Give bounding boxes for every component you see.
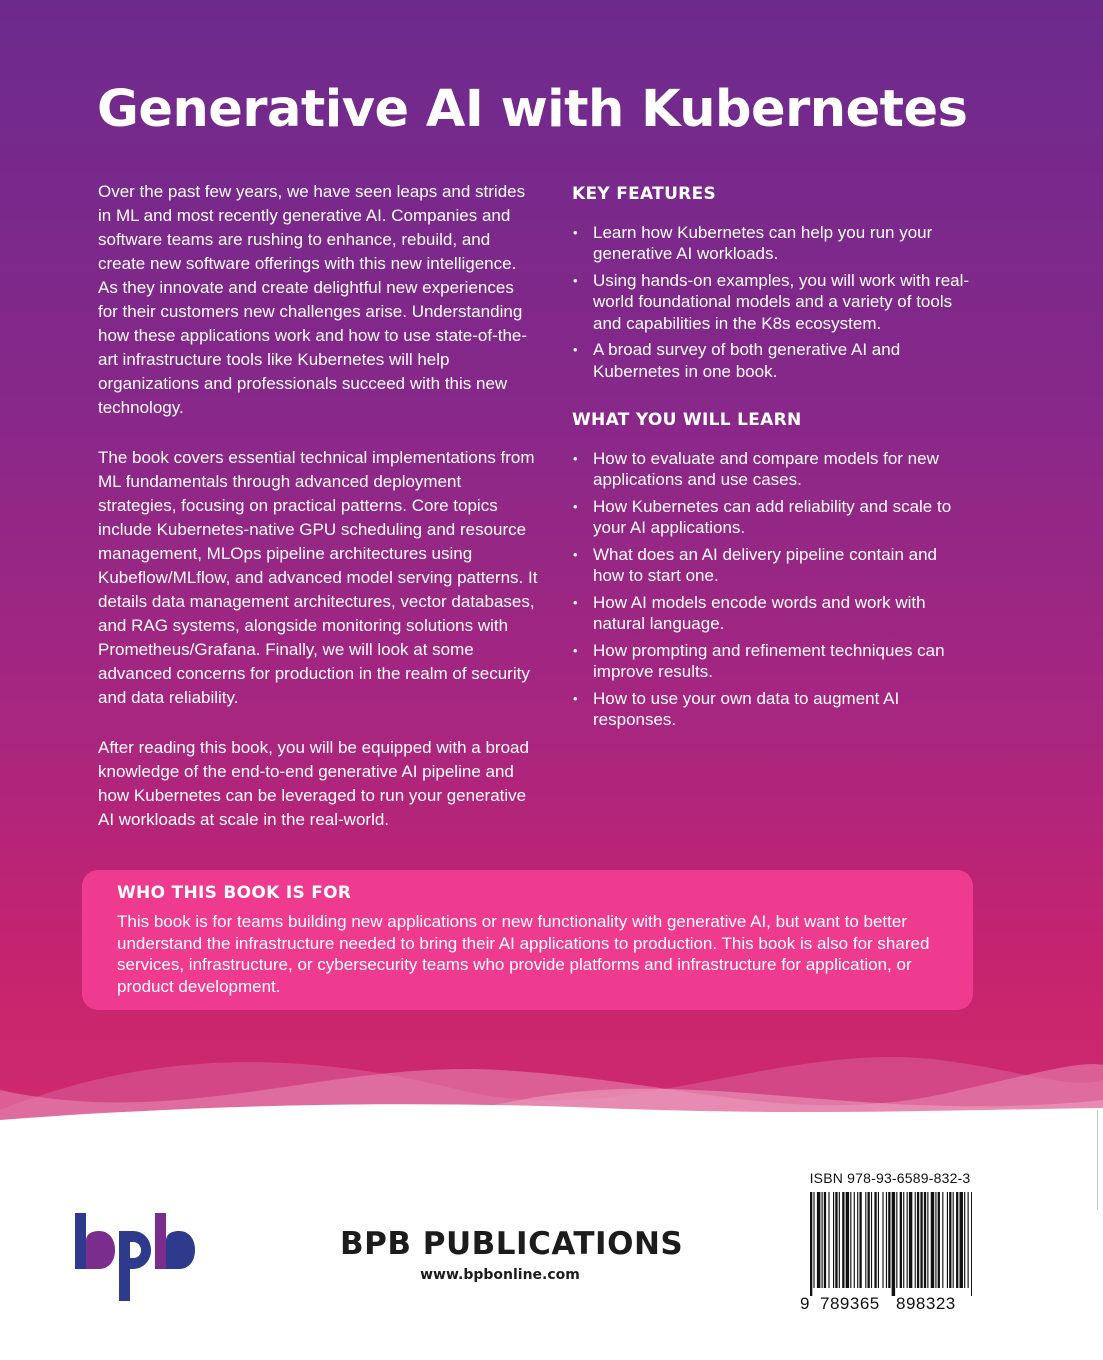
- features-column: [572, 184, 972, 759]
- barcode-bar: [960, 1192, 963, 1288]
- barcode-bar: [971, 1192, 972, 1296]
- isbn-digit-first: 9: [800, 1294, 810, 1313]
- isbn-label: ISBN 978-93-6589-832-3: [809, 1170, 971, 1186]
- publisher-website: www.bpbonline.com: [420, 1267, 580, 1283]
- bpb-logo: [75, 1213, 197, 1305]
- barcode-bar: [888, 1192, 890, 1288]
- barcode-bar: [942, 1192, 943, 1288]
- isbn-digits-right: 898323: [896, 1294, 956, 1313]
- barcode-bar: [920, 1192, 922, 1288]
- barcode-bar: [824, 1192, 826, 1288]
- barcode-bar: [927, 1192, 928, 1288]
- learn-item: • How to evaluate and compare models for new applications and use cases.: [572, 448, 972, 491]
- isbn-block: [800, 1170, 980, 1318]
- learn-item: • How Kubernetes can add reliability and scale to your AI applications.: [572, 496, 972, 539]
- learn-list: [572, 448, 972, 731]
- decorative-waves: [0, 1030, 1103, 1150]
- barcode-bar: [949, 1192, 951, 1288]
- barcode-bar: [907, 1192, 908, 1288]
- barcode-bar: [874, 1192, 876, 1288]
- barcode-bar: [953, 1192, 954, 1288]
- barcode-bar: [839, 1192, 840, 1288]
- book-title: Generative AI with Kubernetes: [97, 80, 968, 139]
- barcode-bar: [835, 1192, 837, 1288]
- barcode-bar: [828, 1192, 829, 1288]
- barcode-bar: [882, 1192, 883, 1288]
- barcode-bar: [924, 1192, 926, 1288]
- learn-item: • How AI models encode words and work with natural language.: [572, 592, 972, 635]
- barcode-bar: [909, 1192, 912, 1288]
- isbn-digits-left: 789365: [820, 1294, 880, 1313]
- edge-divider: [1097, 1110, 1098, 1210]
- publisher-name: BPB PUBLICATIONS: [340, 1226, 684, 1262]
- learn-item: • How prompting and refinement techniques can improve results.: [572, 640, 972, 683]
- barcode-bar: [886, 1192, 887, 1288]
- barcode-bar: [968, 1192, 969, 1288]
- barcode-bar: [817, 1192, 820, 1288]
- barcode-bar: [857, 1192, 858, 1288]
- learn-item: • How to use your own data to augment AI responses.: [572, 688, 972, 731]
- key-features-heading: KEY FEATURES: [572, 184, 717, 204]
- learn-heading: WHAT YOU WILL LEARN: [572, 410, 802, 430]
- barcode-bar: [964, 1192, 965, 1288]
- barcode-bar: [900, 1192, 902, 1288]
- description: [98, 180, 538, 858]
- barcode-bar: [915, 1192, 916, 1288]
- audience-box: [82, 870, 973, 1010]
- audience-text: This book is for teams building new applications or new functionality with generative AI, but want to better understand the infrastructure needed to bring their AI applications to production. This book is also for shared services, infrastructure, or cybersecurity teams who provide platforms and infrastructure for application, or product development.: [117, 912, 930, 996]
- barcode-bar: [865, 1192, 866, 1288]
- barcode-bar: [813, 1192, 814, 1288]
- key-feature-item: • Using hands-on examples, you will work with real-world foundational models and a variety of tools and capabilities in the K8s ecosystem.: [572, 270, 972, 335]
- barcode-bar: [822, 1192, 823, 1288]
- description-paragraph: After reading this book, you will be equipped with a broad knowledge of the end-to-end generative AI pipeline and how Kubernetes can be leveraged to run your generative AI workloads at scale in the real-world.: [98, 738, 529, 829]
- barcode-bar: [859, 1192, 861, 1288]
- key-feature-item: • Learn how Kubernetes can help you run your generative AI workloads.: [572, 222, 972, 265]
- barcode: [810, 1192, 972, 1296]
- barcode-bar: [842, 1192, 844, 1288]
- description-paragraph: Over the past few years, we have seen leaps and strides in ML and most recently generative AI. Companies and software teams are rushing to enhance, rebuild, and create new software offerings with this new intelligence. As they innovate and create delightful new experiences for their customers new challenges arise. Understanding how these applications work and how to use state-of-the-art infrastructure tools like Kubernetes will help organizations and professionals succeed with this new technology.: [98, 182, 528, 417]
- key-feature-item: • A broad survey of both generative AI and Kubernetes in one book.: [572, 339, 972, 382]
- learn-item: • What does an AI delivery pipeline contain and how to start one.: [572, 544, 972, 587]
- description-paragraph: The book covers essential technical implementations from ML fundamentals through advanced deployment strategies, focusing on practical patterns. Core topics include Kubernetes-native GPU scheduling and resource management, MLOps pipeline architectures using Kubeflow/MLflow, and advanced model serving patterns. It details data management architectures, vector databases, and RAG systems, alongside monitoring solutions with Prometheus/Grafana. Finally, we will look at some advanced concerns for production in the realm of security and data reliability.: [98, 448, 538, 707]
- barcode-bar: [938, 1192, 940, 1288]
- barcode-bar: [833, 1192, 834, 1288]
- barcode-bar: [956, 1192, 958, 1288]
- barcode-bar: [868, 1192, 870, 1288]
- barcode-bar: [850, 1192, 851, 1288]
- barcode-bar: [931, 1192, 934, 1288]
- audience-heading: WHO THIS BOOK IS FOR: [117, 883, 352, 903]
- barcode-bar: [846, 1192, 849, 1288]
- barcode-bar: [892, 1192, 895, 1296]
- barcode-bar: [896, 1192, 897, 1288]
- barcode-bar: [871, 1192, 872, 1288]
- barcode-bar: [917, 1192, 919, 1288]
- barcode-bar: [903, 1192, 904, 1288]
- barcode-bar: [854, 1192, 855, 1288]
- barcode-bar: [935, 1192, 936, 1288]
- key-features-list: [572, 222, 972, 383]
- barcode-bar: [810, 1192, 812, 1296]
- barcode-bar: [878, 1192, 879, 1288]
- barcode-bar: [947, 1192, 948, 1288]
